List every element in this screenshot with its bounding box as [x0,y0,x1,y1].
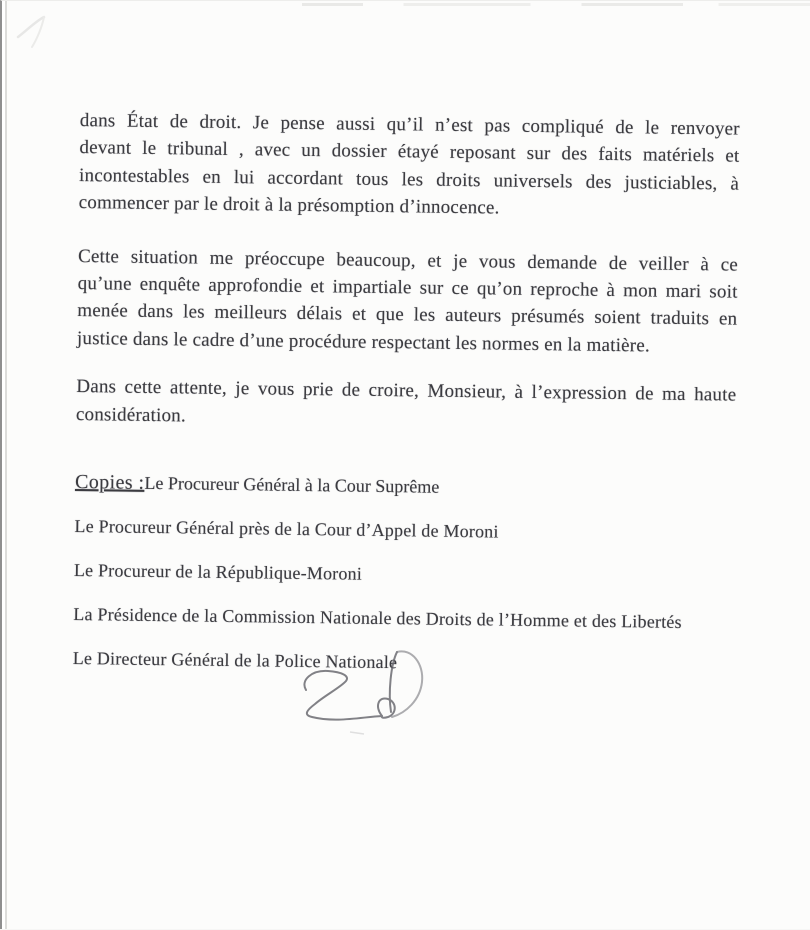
paragraph-line: Cette situation me préoccupe beaucoup, et je vous demande de veiller à ce [77,245,739,276]
copies-label: Copies : [74,470,145,494]
paragraph-line: dans État de droit. Je pense aussi qu’il n’est pas compliqué de le renvoyer [79,109,740,140]
copies-recipient: Le Procureur de la République-Moroni [73,559,363,584]
paragraph-line: incontestables en lui accordant tous les droits universels des justiciables, à [78,164,740,195]
paragraph-line: menée dans les meilleurs délais et que les auteurs présumés soient traduits en [77,300,738,330]
copies-header-row [75,469,735,505]
paragraph-line: qu’une enquête approfondie et impartiale sur ce qu’on reproche à mon mari soit [77,272,738,303]
copies-recipient: La Présidence de la Commission Nationale des Droits de l’Homme et des Libertés [73,603,682,632]
copies-recipient: Le Directeur Général de la Police Nationale [72,647,398,673]
letter-body [73,107,740,680]
paragraph-line: Dans cette attente, je vous prie de croire, Monsieur, à l’expression de ma haute [76,376,737,406]
paragraph-line: commencer par le droit à la présomption d’innocence. [78,192,500,219]
copies-first-recipient: Le Procureur Général à la Cour Suprême [144,472,440,497]
paragraph-enquete [77,243,738,361]
copies-recipient: Le Procureur Général près de la Cour d’Appel de Moroni [74,515,499,542]
paragraph-line: justice dans le cadre d’une procédure respectant les normes en la matière. [76,327,650,357]
handwritten-signature [292,646,452,746]
paragraph-line: devant le tribunal , avec un dossier étayé reposant sur des faits matériels et [79,137,740,168]
paragraph-salutation [76,373,737,436]
scan-edge-artifact [302,3,810,6]
paragraph-line: considération. [75,403,187,426]
paragraph-presumption [79,107,740,225]
scan-corner-pen-mark [10,9,70,69]
